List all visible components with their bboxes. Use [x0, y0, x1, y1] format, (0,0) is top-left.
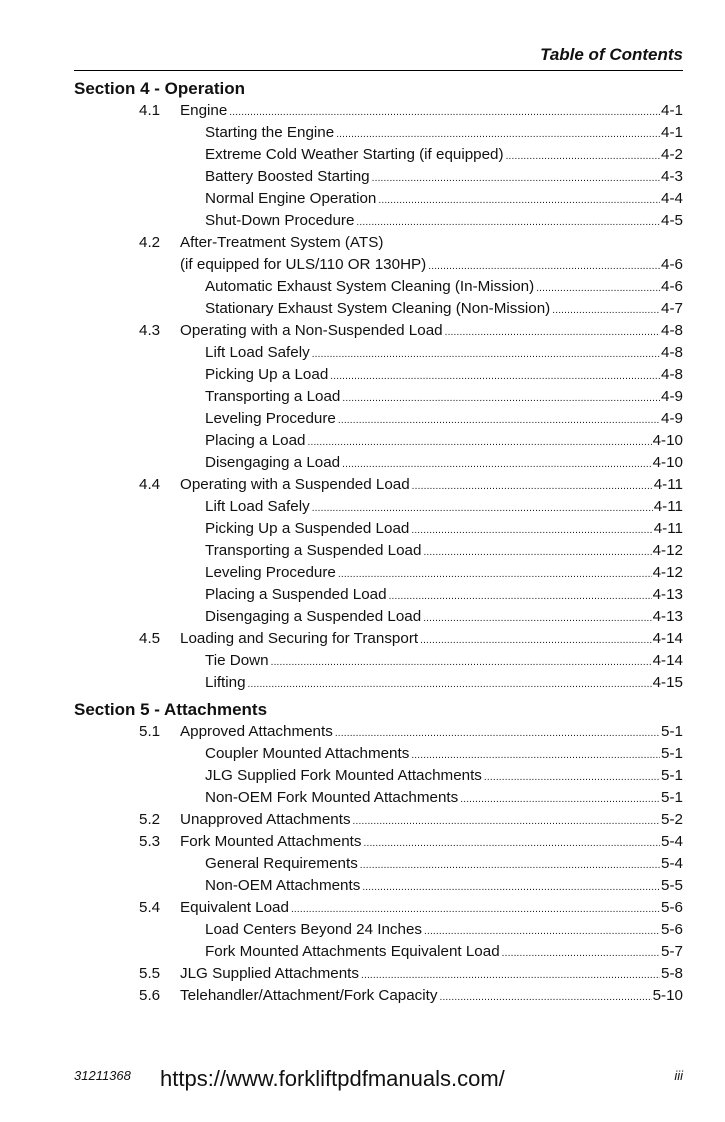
entry-title: Normal Engine Operation [205, 190, 377, 207]
toc-subentry[interactable] [74, 765, 683, 787]
entry-number: 4.3 [139, 322, 161, 339]
entry-page-number: 4-12 [652, 542, 683, 559]
dot-leader [362, 877, 660, 899]
entry-title: Transporting a Suspended Load [205, 542, 422, 559]
entry-number: 4.4 [139, 476, 161, 493]
dot-leader [552, 300, 660, 322]
page-header-title: Table of Contents [540, 45, 683, 64]
dot-leader [248, 674, 652, 696]
entry-page-number: 4-14 [652, 652, 683, 669]
dot-leader [307, 432, 651, 454]
toc-subentry[interactable] [74, 342, 683, 364]
dot-leader [378, 190, 660, 212]
dot-leader [502, 943, 660, 965]
toc-subentry[interactable] [74, 562, 683, 584]
entry-page-number: 4-8 [661, 366, 683, 383]
entry-title: Battery Boosted Starting [205, 168, 370, 185]
entry-page-number: 4-4 [661, 190, 683, 207]
entry-number: 5.5 [139, 965, 161, 982]
entry-page-number: 4-13 [652, 586, 683, 603]
dot-leader [506, 146, 660, 168]
entry-title: Non-OEM Fork Mounted Attachments [205, 789, 459, 806]
dot-leader [229, 102, 660, 124]
toc-entry[interactable] [74, 809, 683, 831]
toc-subentry[interactable] [74, 166, 683, 188]
entry-title: Non-OEM Attachments [205, 877, 361, 894]
entry-title: After-Treatment System (ATS) [180, 234, 384, 251]
entry-title: Lifting [205, 674, 246, 691]
entry-title: Operating with a Non-Suspended Load [180, 322, 443, 339]
entry-title: JLG Supplied Attachments [180, 965, 359, 982]
entry-page-number: 4-11 [653, 498, 683, 515]
entry-page-number: 4-15 [652, 674, 683, 691]
entry-page-number: 4-7 [661, 300, 683, 317]
entry-title: Placing a Suspended Load [205, 586, 387, 603]
dot-leader [412, 476, 653, 498]
dot-leader [411, 745, 660, 767]
section-heading[interactable]: Section 4 - Operation [74, 79, 245, 98]
dot-leader [312, 498, 653, 520]
entry-title: Placing a Load [205, 432, 306, 449]
entry-page-number: 4-1 [661, 102, 683, 119]
entry-page-number: 5-2 [661, 811, 683, 828]
toc-subentry[interactable] [74, 188, 683, 210]
dot-leader [445, 322, 660, 344]
dot-leader [342, 454, 651, 476]
entry-title: Operating with a Suspended Load [180, 476, 410, 493]
dot-leader [335, 723, 660, 745]
entry-title: Lift Load Safely [205, 498, 310, 515]
dot-leader [312, 344, 660, 366]
toc-entry[interactable] [74, 963, 683, 985]
toc-subentry[interactable] [74, 408, 683, 430]
entry-title: Engine [180, 102, 228, 119]
toc-entry[interactable] [74, 100, 683, 122]
dot-leader [389, 586, 652, 608]
entry-page-number: 4-2 [661, 146, 683, 163]
toc-subentry[interactable] [74, 496, 683, 518]
entry-title: Equivalent Load [180, 899, 289, 916]
toc-subentry[interactable] [74, 210, 683, 232]
dot-leader [336, 124, 660, 146]
entry-page-number: 5-1 [661, 767, 683, 784]
entry-title: Tie Down [205, 652, 269, 669]
toc-subentry[interactable] [74, 743, 683, 765]
entry-title: Approved Attachments [180, 723, 333, 740]
entry-page-number: 4-8 [661, 322, 683, 339]
toc-subentry[interactable] [74, 941, 683, 963]
toc-subentry[interactable] [74, 122, 683, 144]
entry-title: Load Centers Beyond 24 Inches [205, 921, 422, 938]
entry-title: Picking Up a Suspended Load [205, 520, 410, 537]
entry-number: 5.4 [139, 899, 161, 916]
entry-page-number: 5-10 [652, 987, 683, 1004]
entry-page-number: 5-4 [661, 833, 683, 850]
entry-page-number: 4-9 [661, 388, 683, 405]
dot-leader [356, 212, 660, 234]
dot-leader [423, 542, 651, 564]
toc-subentry[interactable] [74, 452, 683, 474]
entry-page-number: 4-13 [652, 608, 683, 625]
toc-subentry[interactable] [74, 584, 683, 606]
toc-entry[interactable] [74, 474, 683, 496]
toc-subentry[interactable] [74, 919, 683, 941]
entry-title: JLG Supplied Fork Mounted Attachments [205, 767, 482, 784]
table-of-contents [74, 78, 683, 1007]
entry-title: Fork Mounted Attachments [180, 833, 362, 850]
entry-number: 5.6 [139, 987, 161, 1004]
toc-subentry[interactable] [74, 276, 683, 298]
entry-title: Unapproved Attachments [180, 811, 351, 828]
entry-title: Loading and Securing for Transport [180, 630, 419, 647]
dot-leader [364, 833, 661, 855]
entry-page-number: 4-10 [652, 454, 683, 471]
toc-entry[interactable] [74, 320, 683, 342]
entry-number: 4.2 [139, 234, 161, 251]
toc-entry[interactable] [74, 985, 683, 1007]
dot-leader [338, 564, 652, 586]
entry-page-number: 4-3 [661, 168, 683, 185]
dot-leader [439, 987, 651, 1009]
entry-page-number: 4-12 [652, 564, 683, 581]
entry-number: 5.2 [139, 811, 161, 828]
dot-leader [338, 410, 660, 432]
toc-subentry[interactable] [74, 386, 683, 408]
toc-subentry[interactable] [74, 787, 683, 809]
toc-subentry[interactable] [74, 144, 683, 166]
entry-page-number: 5-4 [661, 855, 683, 872]
dot-leader [271, 652, 652, 674]
toc-subentry[interactable] [74, 298, 683, 320]
dot-leader [460, 789, 660, 811]
entry-title: Coupler Mounted Attachments [205, 745, 410, 762]
toc-entry[interactable] [74, 628, 683, 650]
toc-subentry[interactable] [74, 875, 683, 897]
entry-page-number: 5-7 [661, 943, 683, 960]
entry-title: Starting the Engine [205, 124, 335, 141]
header-rule [74, 70, 683, 71]
footer-url[interactable]: https://www.forkliftpdfmanuals.com/ [160, 1066, 505, 1091]
entry-page-number: 5-1 [661, 789, 683, 806]
entry-page-number: 4-5 [661, 212, 683, 229]
toc-subentry[interactable] [74, 430, 683, 452]
entry-title: Lift Load Safely [205, 344, 310, 361]
entry-page-number: 4-14 [652, 630, 683, 647]
section-heading[interactable]: Section 5 - Attachments [74, 700, 268, 719]
entry-page-number: 5-5 [661, 877, 683, 894]
entry-number: 5.3 [139, 833, 161, 850]
dot-leader [291, 899, 660, 921]
entry-page-number: 4-10 [652, 432, 683, 449]
entry-number: 5.1 [139, 723, 161, 740]
toc-subentry[interactable] [74, 364, 683, 386]
entry-title: Extreme Cold Weather Starting (if equipped) [205, 146, 504, 163]
entry-number: 4.5 [139, 630, 161, 647]
entry-title: Automatic Exhaust System Cleaning (In-Mission) [205, 278, 535, 295]
entry-title: Disengaging a Suspended Load [205, 608, 422, 625]
entry-title: Stationary Exhaust System Cleaning (Non-Mission) [205, 300, 551, 317]
entry-number: 4.1 [139, 102, 161, 119]
entry-page-number: 4-9 [661, 410, 683, 427]
dot-leader [353, 811, 661, 833]
toc-subentry[interactable] [74, 853, 683, 875]
dot-leader [372, 168, 660, 190]
entry-title: Leveling Procedure [205, 564, 336, 581]
toc-subentry[interactable] [74, 672, 683, 694]
entry-page-number: 4-8 [661, 344, 683, 361]
dot-leader [411, 520, 652, 542]
toc-entry[interactable] [74, 254, 683, 276]
page-number: iii [674, 1068, 683, 1083]
dot-leader [424, 921, 660, 943]
toc-entry[interactable] [74, 721, 683, 743]
entry-page-number: 4-11 [653, 476, 683, 493]
toc-subentry[interactable] [74, 606, 683, 628]
document-number: 31211368 [74, 1068, 131, 1083]
toc-subentry[interactable] [74, 540, 683, 562]
toc-subentry[interactable] [74, 518, 683, 540]
entry-title: Telehandler/Attachment/Fork Capacity [180, 987, 438, 1004]
entry-title: Picking Up a Load [205, 366, 329, 383]
toc-entry[interactable] [74, 232, 683, 254]
entry-title: General Requirements [205, 855, 358, 872]
entry-title: Disengaging a Load [205, 454, 341, 471]
entry-title: Fork Mounted Attachments Equivalent Load [205, 943, 500, 960]
entry-page-number: 5-8 [661, 965, 683, 982]
toc-entry[interactable] [74, 897, 683, 919]
dot-leader [428, 256, 660, 278]
entry-page-number: 4-1 [661, 124, 683, 141]
toc-subentry[interactable] [74, 650, 683, 672]
entry-title: Transporting a Load [205, 388, 341, 405]
dot-leader [361, 965, 660, 987]
entry-title: Leveling Procedure [205, 410, 336, 427]
dot-leader [423, 608, 651, 630]
dot-leader [420, 630, 652, 652]
dot-leader [484, 767, 660, 789]
dot-leader [360, 855, 660, 877]
entry-page-number: 5-6 [661, 921, 683, 938]
entry-page-number: 5-1 [661, 745, 683, 762]
dot-leader [330, 366, 660, 388]
dot-leader [342, 388, 660, 410]
entry-page-number: 5-1 [661, 723, 683, 740]
toc-entry[interactable] [74, 831, 683, 853]
dot-leader [536, 278, 660, 300]
entry-title: Shut-Down Procedure [205, 212, 355, 229]
entry-title: (if equipped for ULS/110 OR 130HP) [180, 256, 427, 273]
entry-page-number: 4-6 [661, 278, 683, 295]
entry-page-number: 4-11 [653, 520, 683, 537]
entry-page-number: 4-6 [661, 256, 683, 273]
entry-page-number: 5-6 [661, 899, 683, 916]
